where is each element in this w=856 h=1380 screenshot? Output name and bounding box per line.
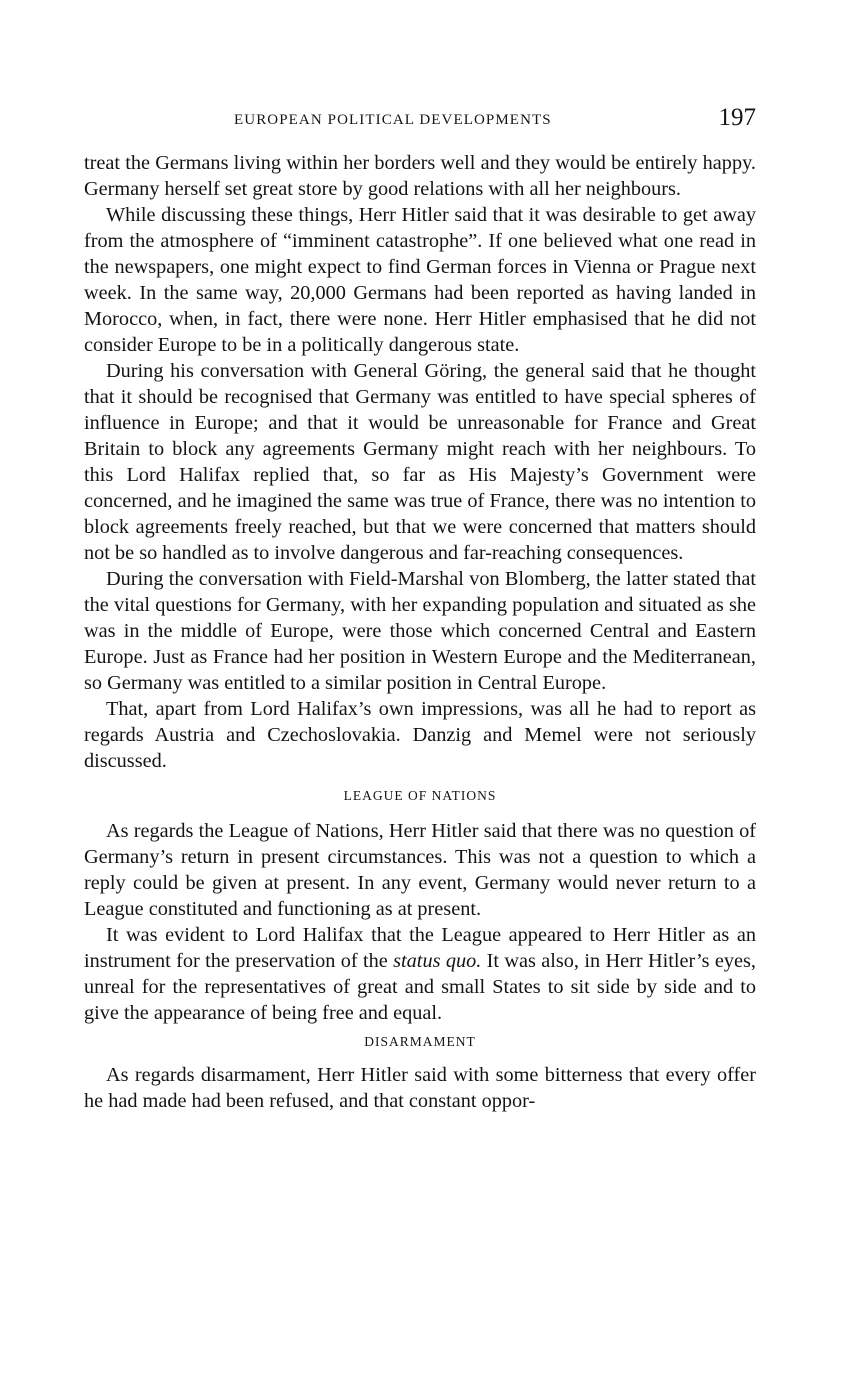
section-heading-disarmament: DISARMAMENT bbox=[364, 1034, 476, 1049]
body-paragraph bbox=[84, 922, 756, 1026]
page-number: 197 bbox=[718, 104, 756, 131]
running-head bbox=[84, 104, 756, 138]
text-run: It was evident to Lord Halifax that the League appeared to Herr Hitler as an instrument for the preservation of the bbox=[84, 924, 756, 972]
running-title: EUROPEAN POLITICAL DEVELOPMENTS bbox=[234, 112, 552, 128]
text-run: It was also, in Herr Hitler’s eyes, unreal for the representatives of great and small States to sit side by side and to give the appearance of being free and equal. bbox=[84, 950, 756, 1024]
page-body bbox=[84, 150, 756, 1114]
section-heading-league-of-nations: LEAGUE OF NATIONS bbox=[343, 788, 497, 803]
body-paragraph: During his conversation with General Göring, the general said that he thought that it should be recognised that Germany was entitled to have special spheres of influence in Europe; and that it would be unreasonable for France and Great Britain to block any agreements Germany might reach with her neighbours. To this Lord Halifax replied that, so far as His Majesty’s Government were concerned, and he imagined the same was true of France, there was no intention to block agreements freely reached, but that we were concerned that matters should not be so handled as to involve dangerous and far-reaching consequences. bbox=[84, 360, 756, 564]
body-paragraph: During the conversation with Field-Marshal von Blomberg, the latter stated that the vital questions for Germany, with her expanding population and situated as she was in the middle of Europe, were those which concerned Central and Eastern Europe. Just as France had her position in Western Europe and the Mediterranean, so Germany was entitled to a similar position in Central Europe. bbox=[84, 568, 756, 694]
body-paragraph: As regards disarmament, Herr Hitler said with some bitterness that every offer he had made had been refused, and that constant oppor- bbox=[84, 1064, 756, 1112]
body-paragraph: treat the Germans living within her borders well and they would be entirely happy. Germany herself set great store by good relations with all her neighbours. bbox=[84, 152, 756, 200]
italic-phrase: status quo. bbox=[393, 950, 482, 972]
body-paragraph: That, apart from Lord Halifax’s own impressions, was all he had to report as regards Austria and Czechoslovakia. Danzig and Memel were not seriously discussed. bbox=[84, 698, 756, 772]
body-paragraph: As regards the League of Nations, Herr Hitler said that there was no question of Germany’s return in present circumstances. This was not a question to which a reply could be given at present. In any event, Germany would never return to a League constituted and functioning as at present. bbox=[84, 820, 756, 920]
body-paragraph: While discussing these things, Herr Hitler said that it was desirable to get away from the atmosphere of “imminent catastrophe”. If one believed what one read in the newspapers, one might expect to find German forces in Vienna or Prague next week. In the same way, 20,000 Germans had been reported as having landed in Morocco, when, in fact, there were none. Herr Hitler emphasised that he did not consider Europe to be in a politically dangerous state. bbox=[84, 204, 756, 356]
